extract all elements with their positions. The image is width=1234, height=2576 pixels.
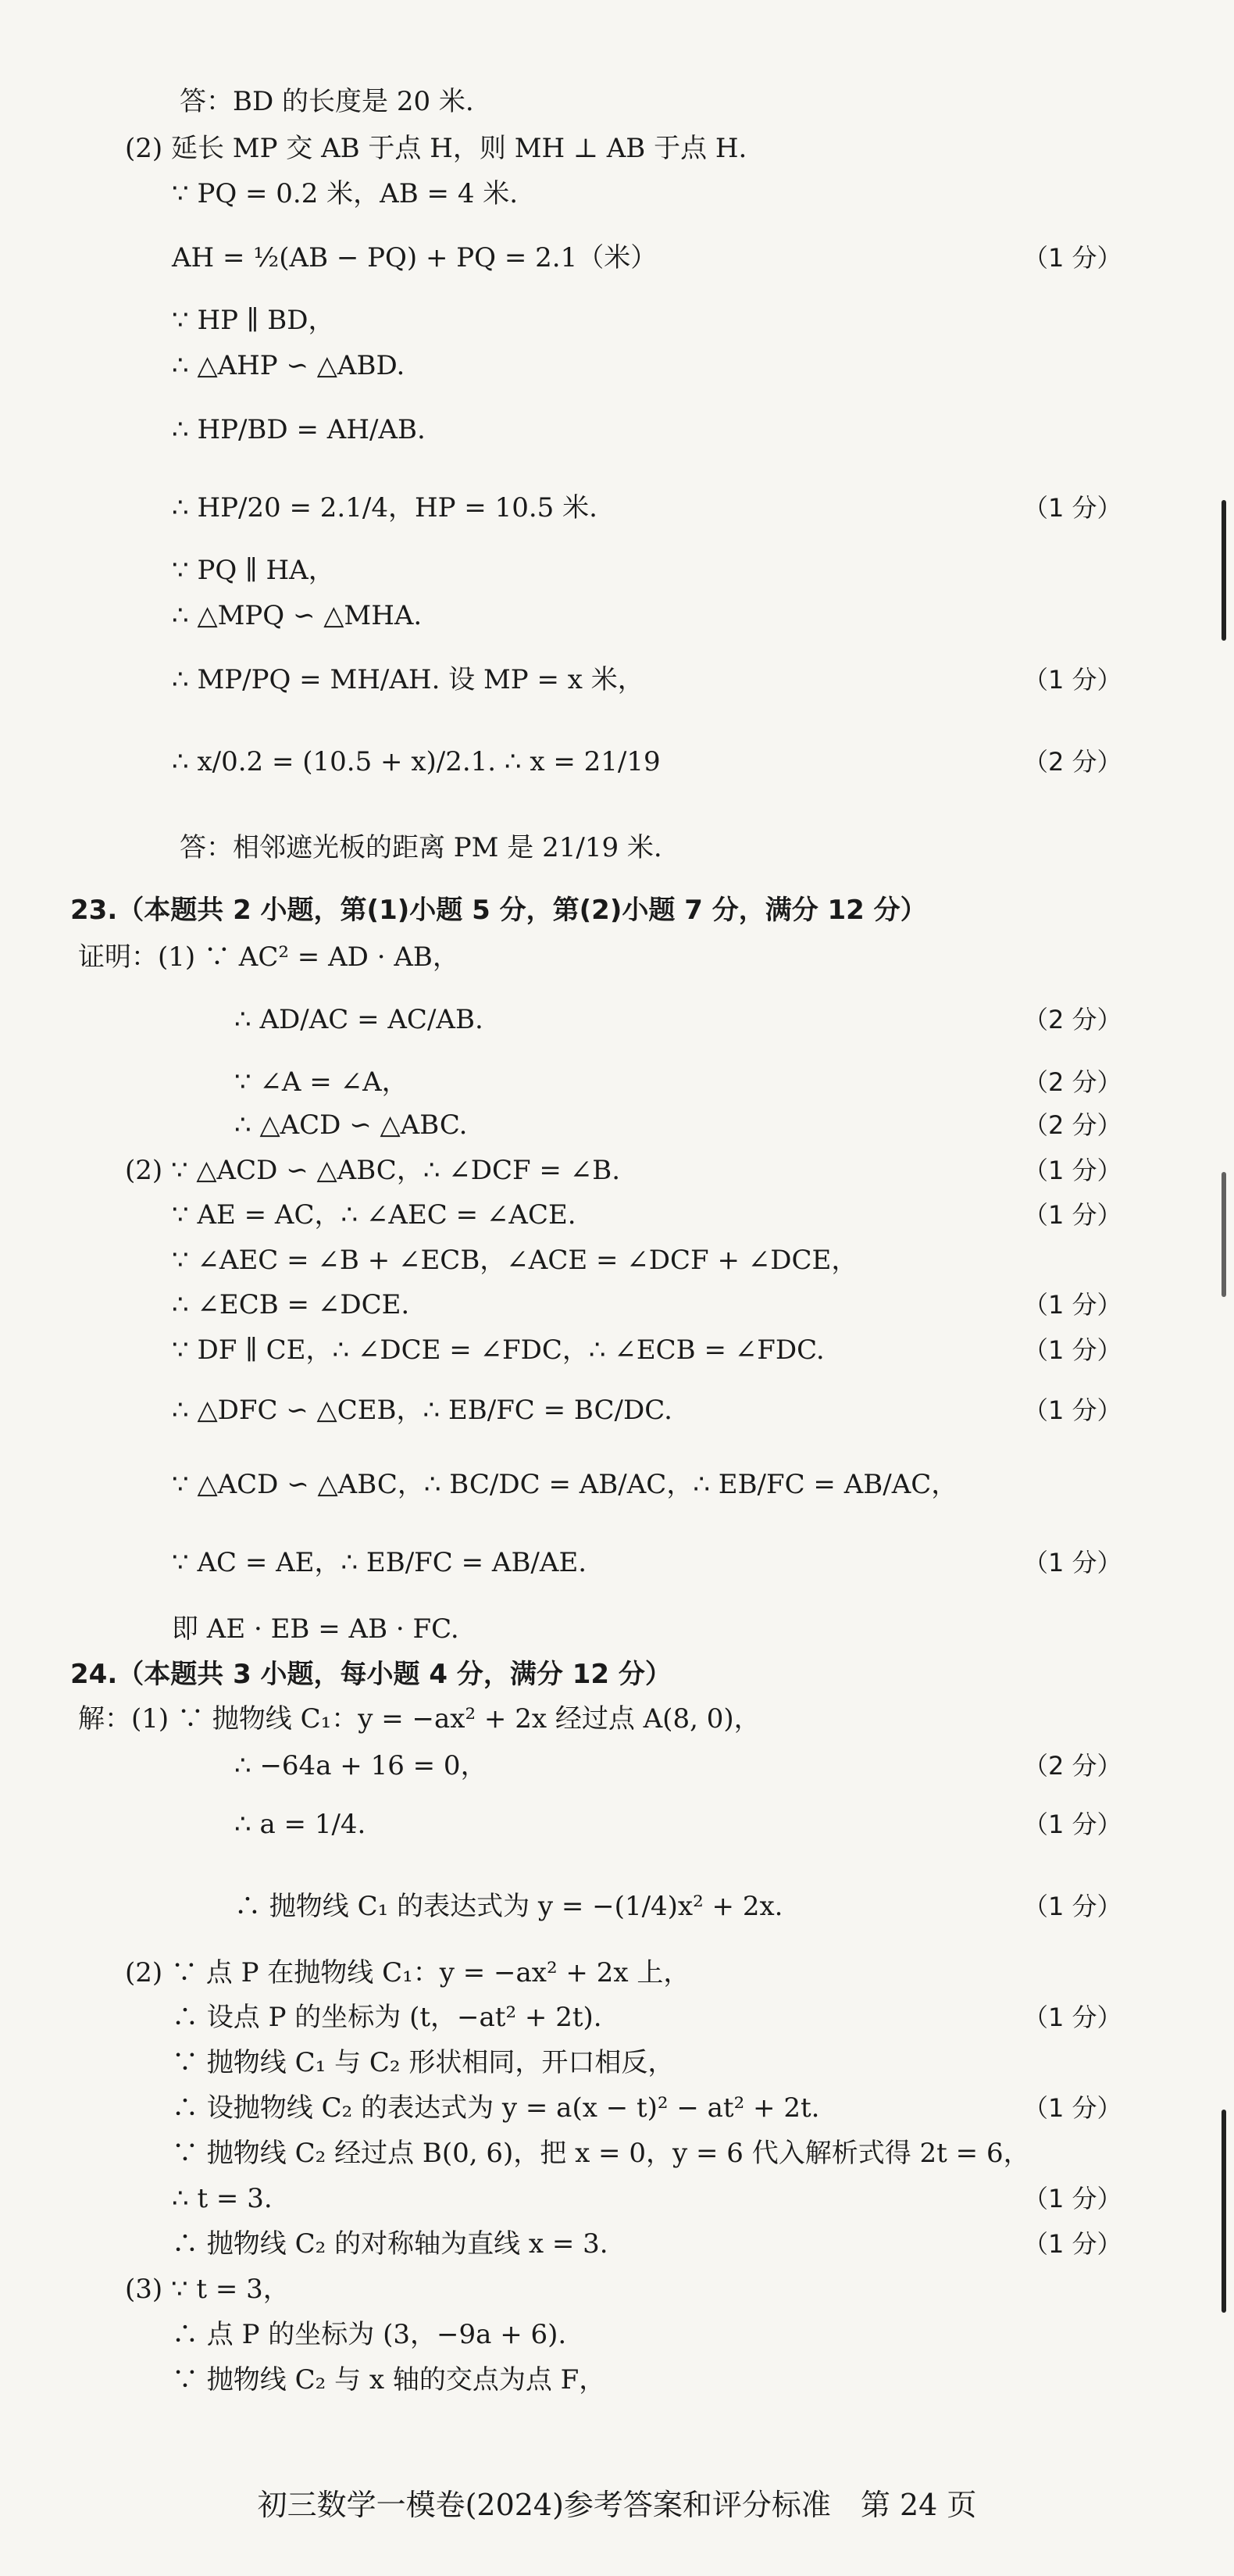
line-score: （2 分） [1023,1067,1122,1097]
line-text: ∵ AE = AC，∴ ∠AEC = ∠ACE. [172,1199,576,1231]
line-score: （1 分） [1023,1395,1122,1425]
line-score: （1 分） [1023,2093,1122,2123]
line-text: ∴ −64a + 16 = 0， [234,1750,487,1781]
line-score: （1 分） [1023,1892,1122,1921]
line-score: （2 分） [1023,1110,1122,1140]
line-score: （1 分） [1023,2003,1122,2032]
line-text: ∵ PQ = 0.2 米，AB = 4 米. [172,178,519,209]
line-text: ∴ AD/AC = AC/AB. [234,1004,483,1035]
line-text: ∵ 抛物线 C₁ 与 C₂ 形状相同，开口相反， [172,2047,675,2078]
line-text: ∵ ∠AEC = ∠B + ∠ECB，∠ACE = ∠DCF + ∠DCE， [172,1245,858,1276]
line-text: (3) ∵ t = 3， [125,2274,290,2305]
line-text: 证明：(1) ∵ AC² = AD · AB， [78,941,459,973]
line-text: ∵ 抛物线 C₂ 经过点 B(0, 6)，把 x = 0，y = 6 代入解析式得 2t = 6， [172,2138,1030,2169]
line-score: （2 分） [1023,1751,1122,1781]
line-text: ∴ t = 3. [172,2183,273,2214]
line-text: ∵ PQ ∥ HA， [172,555,335,586]
line-text: AH = ½(AB − PQ) + PQ = 2.1（米） [172,242,658,273]
line-text: ∵ HP ∥ BD， [172,305,335,336]
line-score: （1 分） [1023,665,1122,695]
line-score: （2 分） [1023,1005,1122,1034]
line-text: 24.（本题共 3 小题，每小题 4 分，满分 12 分） [70,1659,672,1690]
line-text: ∴ 设点 P 的坐标为 (t，−at² + 2t). [172,2002,602,2033]
line-text: ∵ DF ∥ CE，∴ ∠DCE = ∠FDC，∴ ∠ECB = ∠FDC. [172,1334,825,1366]
line-text: ∴ 抛物线 C₁ 的表达式为 y = −(1/4)x² + 2x. [234,1891,783,1922]
line-text: 23.（本题共 2 小题，第(1)小题 5 分，第(2)小题 7 分，满分 12 分） [70,895,927,926]
scan-edge-mark [1222,500,1226,641]
line-text: (2) ∵ △ACD ∽ △ABC，∴ ∠DCF = ∠B. [125,1155,620,1186]
line-text: 答：相邻遮光板的距离 PM 是 21/19 米. [180,832,662,863]
line-text: ∴ △ACD ∽ △ABC. [234,1109,468,1141]
scan-edge-mark [1222,1172,1226,1297]
line-text: ∵ ∠A = ∠A， [234,1066,408,1098]
line-text: ∴ MP/PQ = MH/AH. 设 MP = x 米， [172,664,644,695]
line-score: （1 分） [1023,1156,1122,1185]
page-footer: 初三数学一模卷(2024)参考答案和评分标准 第 24 页 [257,2488,977,2522]
line-score: （1 分） [1023,1335,1122,1365]
line-text: (2) ∵ 点 P 在抛物线 C₁：y = −ax² + 2x 上， [125,1957,690,1988]
line-text: 答：BD 的长度是 20 米. [180,86,474,117]
line-score: （1 分） [1023,2229,1122,2259]
line-score: （1 分） [1023,2184,1122,2213]
line-text: ∵ 抛物线 C₂ 与 x 轴的交点为点 F， [172,2364,606,2396]
line-text: ∴ 点 P 的坐标为 (3，−9a + 6). [172,2319,567,2350]
line-score: （1 分） [1023,1290,1122,1320]
line-score: （1 分） [1023,243,1122,273]
line-text: ∴ △DFC ∽ △CEB，∴ EB/FC = BC/DC. [172,1395,672,1426]
line-text: ∴ △MPQ ∽ △MHA. [172,600,423,631]
line-score: （2 分） [1023,747,1122,777]
line-text: ∴ x/0.2 = (10.5 + x)/2.1. ∴ x = 21/19 [172,746,661,777]
line-text: ∴ HP/BD = AH/AB. [172,414,426,445]
line-score: （1 分） [1023,1810,1122,1839]
line-text: (2) 延长 MP 交 AB 于点 H，则 MH ⊥ AB 于点 H. [125,133,747,164]
line-score: （1 分） [1023,1548,1122,1577]
line-text: 即 AE · EB = AB · FC. [172,1613,459,1645]
line-text: 解：(1) ∵ 抛物线 C₁：y = −ax² + 2x 经过点 A(8, 0)， [78,1703,761,1735]
line-score: （1 分） [1023,493,1122,523]
line-text: ∴ 抛物线 C₂ 的对称轴为直线 x = 3. [172,2228,608,2260]
scan-edge-mark [1222,2110,1226,2313]
line-text: ∴ HP/20 = 2.1/4，HP = 10.5 米. [172,492,597,523]
line-text: ∵ AC = AE，∴ EB/FC = AB/AE. [172,1547,587,1578]
line-text: ∴ 设抛物线 C₂ 的表达式为 y = a(x − t)² − at² + 2t. [172,2092,820,2124]
line-text: ∴ a = 1/4. [234,1809,366,1840]
line-text: ∴ △AHP ∽ △ABD. [172,350,405,381]
line-score: （1 分） [1023,1200,1122,1230]
line-text: ∴ ∠ECB = ∠DCE. [172,1289,410,1320]
line-text: ∵ △ACD ∽ △ABC，∴ BC/DC = AB/AC，∴ EB/FC = AB/AC， [172,1469,958,1500]
